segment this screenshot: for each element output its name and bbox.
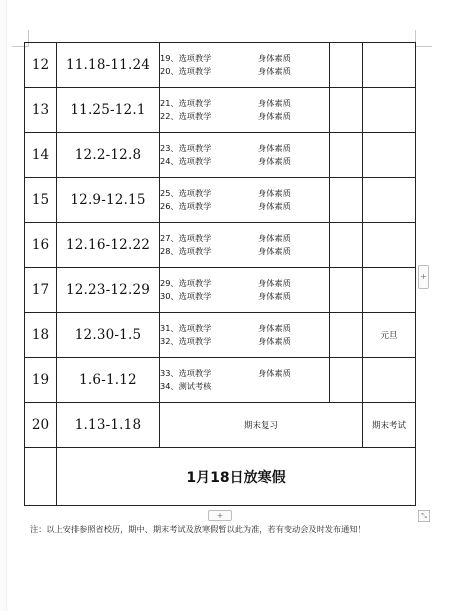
lesson-fitness: 身体素质 — [258, 53, 291, 63]
lesson-name: 23、选项教学 — [160, 143, 212, 153]
date-range-cell[interactable]: 12.9-12.15 — [57, 178, 160, 223]
lesson-line — [160, 65, 329, 78]
extra-note-cell[interactable] — [363, 43, 416, 88]
table-row — [25, 178, 416, 223]
lesson-fitness: 身体素质 — [258, 278, 291, 288]
lesson-name: 34、测试考核 — [160, 381, 212, 391]
extra-note-cell[interactable] — [363, 133, 416, 178]
lesson-line — [160, 187, 329, 200]
lesson-fitness: 身体素质 — [258, 323, 291, 333]
week-number-cell[interactable]: 12 — [25, 43, 57, 88]
lesson-name: 31、选项教学 — [160, 323, 212, 333]
extra-note-cell[interactable] — [363, 178, 416, 223]
table-resize-handle[interactable]: ⤡ — [418, 510, 430, 522]
lesson-name: 21、选项教学 — [160, 98, 212, 108]
week-number-cell[interactable]: 14 — [25, 133, 57, 178]
lesson-line — [160, 380, 329, 393]
lesson-name: 29、选项教学 — [160, 278, 212, 288]
lesson-content-cell[interactable] — [160, 358, 330, 403]
extra-note-cell[interactable]: 期末考试 — [363, 403, 416, 448]
add-row-button[interactable]: + — [208, 510, 232, 521]
lesson-line — [160, 322, 329, 335]
lesson-fitness: 身体素质 — [258, 246, 291, 256]
table-row — [25, 313, 416, 358]
lesson-name: 27、选项教学 — [160, 233, 212, 243]
holiday-blank-cell[interactable] — [25, 448, 57, 506]
date-range-cell[interactable]: 1.13-1.18 — [57, 403, 160, 448]
lesson-line — [160, 155, 329, 168]
table-row — [25, 88, 416, 133]
extra-cell-blank[interactable] — [330, 133, 363, 178]
lesson-content-cell[interactable] — [160, 268, 330, 313]
lesson-name: 22、选项教学 — [160, 111, 212, 121]
holiday-notice-cell[interactable]: 1月18日放寒假 — [57, 448, 416, 506]
date-range-cell[interactable]: 12.30-1.5 — [57, 313, 160, 358]
lesson-name: 32、选项教学 — [160, 336, 212, 346]
extra-cell-blank[interactable] — [330, 313, 363, 358]
lesson-content-cell[interactable] — [160, 178, 330, 223]
lesson-line — [160, 200, 329, 213]
lesson-content-cell[interactable] — [160, 223, 330, 268]
lesson-fitness: 身体素质 — [258, 188, 291, 198]
lesson-fitness — [258, 380, 329, 393]
extra-note-cell[interactable] — [363, 223, 416, 268]
extra-note-cell[interactable] — [363, 358, 416, 403]
week-number-cell[interactable]: 19 — [25, 358, 57, 403]
lesson-line — [160, 290, 329, 303]
date-range-cell[interactable]: 12.16-12.22 — [57, 223, 160, 268]
lesson-content-cell[interactable] — [160, 133, 330, 178]
merged-content-cell[interactable]: 期末复习 — [160, 403, 363, 448]
table-row — [25, 43, 416, 88]
page-corner-mark-right — [415, 30, 432, 47]
lesson-name: 25、选项教学 — [160, 188, 212, 198]
extra-cell-blank[interactable] — [330, 268, 363, 313]
lesson-name: 24、选项教学 — [160, 156, 212, 166]
lesson-content-cell[interactable] — [160, 88, 330, 133]
date-range-cell[interactable]: 11.18-11.24 — [57, 43, 160, 88]
lesson-name: 30、选项教学 — [160, 291, 212, 301]
lesson-fitness: 身体素质 — [258, 111, 291, 121]
date-range-cell[interactable]: 12.2-12.8 — [57, 133, 160, 178]
lesson-name: 20、选项教学 — [160, 66, 212, 76]
week-number-cell[interactable]: 17 — [25, 268, 57, 313]
week-number-cell[interactable]: 13 — [25, 88, 57, 133]
lesson-line — [160, 277, 329, 290]
table-row — [25, 268, 416, 313]
extra-cell-blank[interactable] — [330, 43, 363, 88]
table-row — [25, 403, 416, 448]
lesson-line — [160, 110, 329, 123]
lesson-fitness: 身体素质 — [258, 291, 291, 301]
lesson-fitness: 身体素质 — [258, 368, 291, 378]
lesson-fitness: 身体素质 — [258, 336, 291, 346]
week-number-cell[interactable]: 18 — [25, 313, 57, 358]
page-left-edge — [0, 0, 7, 611]
lesson-fitness: 身体素质 — [258, 143, 291, 153]
lesson-fitness: 身体素质 — [258, 98, 291, 108]
lesson-line — [160, 335, 329, 348]
lesson-fitness: 身体素质 — [258, 66, 291, 76]
week-number-cell[interactable]: 16 — [25, 223, 57, 268]
table-row — [25, 358, 416, 403]
footnote: 注：以上安排参照省校历，期中、期末考试及放寒假暂以此为准，若有变动会及时发布通知！ — [30, 524, 366, 534]
lesson-line — [160, 97, 329, 110]
extra-note-cell[interactable]: 元旦 — [363, 313, 416, 358]
lesson-name: 33、选项教学 — [160, 368, 212, 378]
extra-cell-blank[interactable] — [330, 358, 363, 403]
lesson-line — [160, 232, 329, 245]
lesson-name: 28、选项教学 — [160, 246, 212, 256]
add-column-button[interactable]: + — [418, 265, 429, 289]
week-number-cell[interactable]: 20 — [25, 403, 57, 448]
lesson-line — [160, 367, 329, 380]
lesson-name: 19、选项教学 — [160, 53, 212, 63]
lesson-fitness: 身体素质 — [258, 201, 291, 211]
date-range-cell[interactable]: 12.23-12.29 — [57, 268, 160, 313]
holiday-row — [25, 448, 416, 506]
extra-note-cell[interactable] — [363, 268, 416, 313]
lesson-content-cell[interactable] — [160, 43, 330, 88]
extra-cell-blank[interactable] — [330, 223, 363, 268]
lesson-fitness: 身体素质 — [258, 156, 291, 166]
lesson-name: 26、选项教学 — [160, 201, 212, 211]
week-number-cell[interactable]: 15 — [25, 178, 57, 223]
schedule-table — [24, 42, 416, 506]
date-range-cell[interactable]: 1.6-1.12 — [57, 358, 160, 403]
extra-cell-blank[interactable] — [330, 88, 363, 133]
extra-note-cell[interactable] — [363, 88, 416, 133]
lesson-line — [160, 245, 329, 258]
lesson-line — [160, 142, 329, 155]
date-range-cell[interactable]: 11.25-12.1 — [57, 88, 160, 133]
lesson-line — [160, 52, 329, 65]
table-row — [25, 223, 416, 268]
lesson-fitness: 身体素质 — [258, 233, 291, 243]
extra-cell-blank[interactable] — [330, 178, 363, 223]
table-row — [25, 133, 416, 178]
lesson-content-cell[interactable] — [160, 313, 330, 358]
